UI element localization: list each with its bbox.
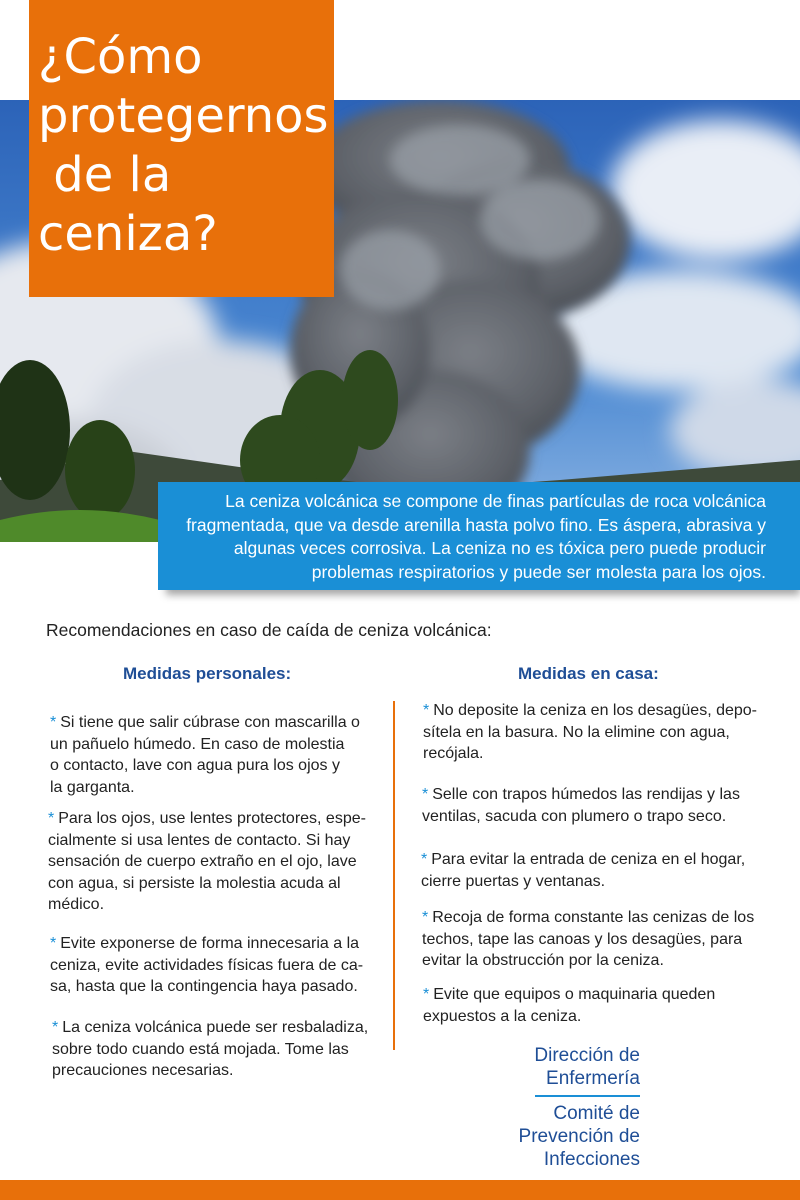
home-item xyxy=(422,907,777,972)
recommendations-heading: Recomendaciones en caso de caída de ceniza volcánica: xyxy=(46,620,492,640)
home-item-text: Selle con trapos húmedos las rendijas y las ventilas, sacuda con plumero o trapo seco. xyxy=(422,786,740,825)
home-item-text: No deposite la ceniza en los desagües, depo- sítela en la basura. No la elimine con agua, recójala. xyxy=(423,702,758,762)
home-measures-title: Medidas en casa: xyxy=(518,664,659,683)
personal-item-text: Si tiene que salir cúbrase con mascarilla o un pañuelo húmedo. En caso de molestia o contacto, lave con agua pura los ojos y la garganta. xyxy=(50,714,360,796)
intro-text: La ceniza volcánica se compone de finas partículas de roca volcánica fragmentada, que va desde arenilla hasta polvo fino. Es áspera, abrasiva y algunas veces corrosiva. La ceniza no es tóxica pero puede producir problemas respiratorios y puede ser molesta para los ojos. xyxy=(186,491,766,582)
org-line-4: Prevención de xyxy=(518,1126,640,1147)
title-block xyxy=(29,0,334,297)
bullet-star-icon: * xyxy=(423,702,430,719)
organization-signature xyxy=(490,1044,640,1171)
page-title-line-3: de la xyxy=(38,147,172,203)
personal-item-text: Para los ojos, use lentes protectores, espe- cialmente si usa lentes de contacto. Si hay sensación de cuerpo extraño en el ojo, lave con agua, si persiste la molestia acuda al médico. xyxy=(48,810,366,913)
org-line-1: Dirección de xyxy=(534,1045,640,1066)
org-line-2: Enfermería xyxy=(546,1068,640,1089)
bullet-star-icon: * xyxy=(422,909,429,926)
bullet-star-icon: * xyxy=(50,935,57,952)
page-title-line-4: ceniza? xyxy=(38,206,218,262)
personal-item-text: Evite exponerse de forma innecesaria a la ceniza, evite actividades físicas fuera de ca- sa, hasta que la contingencia haya pasado. xyxy=(50,935,364,995)
home-item-text: Para evitar la entrada de ceniza en el hogar, cierre puertas y ventanas. xyxy=(421,851,746,890)
intro-box xyxy=(158,482,800,590)
personal-item xyxy=(48,808,388,916)
home-item xyxy=(421,849,771,892)
home-item xyxy=(423,700,773,765)
personal-item xyxy=(50,712,385,798)
personal-item xyxy=(52,1017,387,1082)
org-separator xyxy=(535,1095,640,1097)
footer-bar xyxy=(0,1180,800,1200)
personal-item-text: La ceniza volcánica puede ser resbaladiza, sobre todo cuando está mojada. Tome las precauciones necesarias. xyxy=(52,1019,369,1079)
bullet-star-icon: * xyxy=(422,786,429,803)
column-divider xyxy=(393,701,395,1050)
org-line-3: Comité de xyxy=(553,1103,640,1124)
home-item xyxy=(422,784,772,827)
bullet-star-icon: * xyxy=(48,810,55,827)
org-line-5: Infecciones xyxy=(543,1149,640,1170)
home-item xyxy=(423,984,773,1027)
bullet-star-icon: * xyxy=(421,851,428,868)
bullet-star-icon: * xyxy=(50,714,57,731)
personal-measures-title: Medidas personales: xyxy=(123,664,292,683)
bullet-star-icon: * xyxy=(52,1019,59,1036)
bullet-star-icon: * xyxy=(423,986,430,1003)
page-title-line-1: ¿Cómo xyxy=(38,29,203,85)
home-item-text: Evite que equipos o maquinaria queden expuestos a la ceniza. xyxy=(423,986,716,1025)
page-title-line-2: protegernos xyxy=(38,88,329,144)
home-item-text: Recoja de forma constante las cenizas de los techos, tape las canoas y los desagües, para evitar la obstrucción por la ceniza. xyxy=(422,909,755,969)
personal-item xyxy=(50,933,390,998)
